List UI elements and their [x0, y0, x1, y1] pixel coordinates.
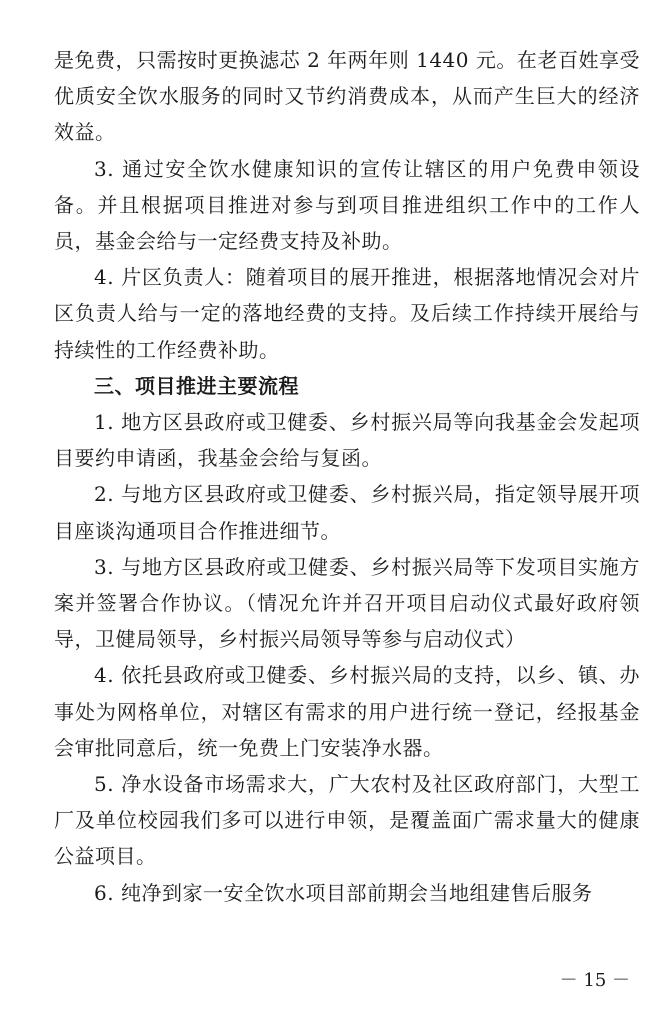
page-content	[54, 42, 640, 911]
paragraph-item-4: 4. 片区负责人：随着项目的展开推进，根据落地情况会对片区负责人给与一定的落地经费的支持。及后续工作持续开展给与持续性的工作经费补助。	[54, 265, 640, 362]
section-heading: 三、项目推进主要流程	[94, 373, 299, 398]
step-item-5: 5. 净水设备市场需求大，广大农村及社区政府部门，大型工厂及单位校园我们多可以进行申领，是覆盖面广需求量大的健康公益项目。	[54, 772, 640, 869]
step-item-4: 4. 依托县政府或卫健委、乡村振兴局的支持，以乡、镇、办事处为网格单位，对辖区有需求的用户进行统一登记，经报基金会审批同意后，统一免费上门安装净水器。	[54, 663, 640, 760]
paragraph-item-3: 3. 通过安全饮水健康知识的宣传让辖区的用户免费申领设备。并且根据项目推进对参与到项目推进组织工作中的工作人员，基金会给与一定经费支持及补助。	[54, 156, 640, 254]
step-item-6: 6. 纯净到家一安全饮水项目部前期会当地组建售后服务	[94, 880, 593, 905]
page-number: － 15 －	[559, 970, 630, 991]
step-item-2: 2. 与地方区县政府或卫健委、乡村振兴局，指定领导展开项目座谈沟通项目合作推进细节。	[54, 482, 640, 543]
paragraph-continuation: 是免费，只需按时更换滤芯 2 年两年则 1440 元。在老百姓享受优质安全饮水服务的同时又节约消费成本，从而产生巨大的经济效益。	[54, 48, 640, 145]
step-item-1: 1. 地方区县政府或卫健委、乡村振兴局等向我基金会发起项目要约申请函，我基金会给与复函。	[54, 410, 640, 471]
step-item-3: 3. 与地方区县政府或卫健委、乡村振兴局等下发项目实施方案并签署合作协议。（情况允许并召开项目启动仪式最好政府领导，卫健局领导，乡村振兴局领导等参与启动仪式）	[54, 554, 640, 652]
